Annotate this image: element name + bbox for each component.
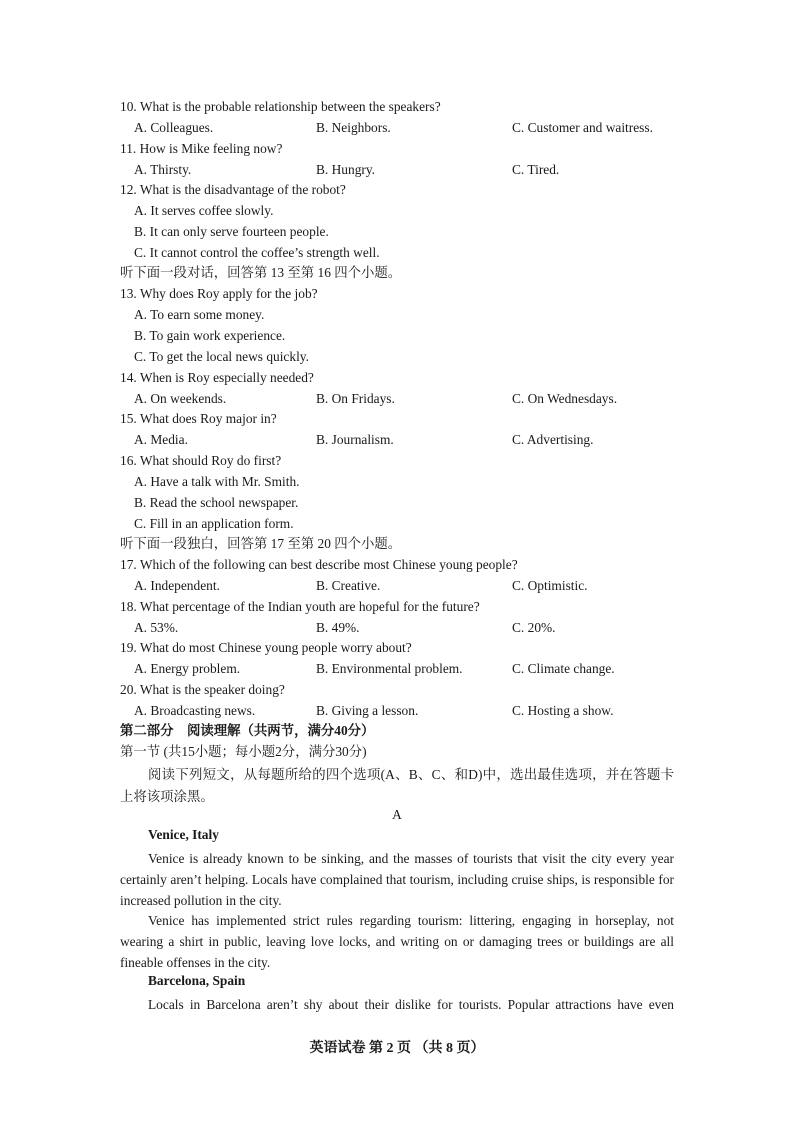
part2-title: 第二部分 阅读理解（共两节，满分40分）: [120, 723, 375, 738]
barcelona-heading: Barcelona, Spain: [148, 973, 246, 988]
question-13: 13. Why does Roy apply for the job?: [120, 286, 318, 301]
q15-option-b: B. Journalism.: [316, 432, 394, 447]
q19-option-b: B. Environmental problem.: [316, 661, 463, 676]
q15-option-c: C. Advertising.: [512, 432, 594, 447]
q13-option-c: C. To get the local news quickly.: [134, 349, 309, 364]
q20-option-a: A. Broadcasting news.: [134, 703, 256, 718]
question-20: 20. What is the speaker doing?: [120, 682, 285, 697]
question-16: 16. What should Roy do first?: [120, 453, 282, 468]
q18-option-a: A. 53%.: [134, 620, 179, 635]
q19-option-c: C. Climate change.: [512, 661, 615, 676]
question-17: 17. Which of the following can best describe most Chinese young people?: [120, 557, 518, 572]
q16-option-b: B. Read the school newspaper.: [134, 495, 299, 510]
q10-option-c: C. Customer and waitress.: [512, 120, 653, 135]
venice-paragraph-2: Venice has implemented strict rules regarding tourism: littering, engaging in horseplay, not wearing a shirt in public, leaving love locks, and writing on or damaging trees or buildings are all fineable offenses in the city.: [120, 913, 674, 970]
question-11: 11. How is Mike feeling now?: [120, 141, 283, 156]
q18-option-c: C. 20%.: [512, 620, 556, 635]
question-15: 15. What does Roy major in?: [120, 411, 277, 426]
q17-option-b: B. Creative.: [316, 578, 381, 593]
instruction-dialogue-13-16: 听下面一段对话，回答第 13 至第 16 四个小题。: [120, 265, 402, 280]
question-14: 14. When is Roy especially needed?: [120, 370, 314, 385]
q17-option-a: A. Independent.: [134, 578, 220, 593]
q11-option-c: C. Tired.: [512, 162, 560, 177]
passage-label: A: [392, 807, 402, 822]
q11-option-a: A. Thirsty.: [134, 162, 192, 177]
q17-option-c: C. Optimistic.: [512, 578, 588, 593]
q20-option-c: C. Hosting a show.: [512, 703, 614, 718]
page-footer: 英语试卷 第 2 页 （共 8 页）: [309, 1041, 485, 1056]
instruction-monologue-17-20: 听下面一段独白，回答第 17 至第 20 四个小题。: [120, 536, 402, 551]
q10-option-b: B. Neighbors.: [316, 120, 391, 135]
q16-option-c: C. Fill in an application form.: [134, 516, 294, 531]
q20-option-b: B. Giving a lesson.: [316, 703, 419, 718]
part2-directions: 阅读下列短文，从每题所给的四个选项(A、B、C、和D)中，选出最佳选项，并在答题卡上将该项涂黑。: [120, 767, 674, 804]
question-18: 18. What percentage of the Indian youth are hopeful for the future?: [120, 599, 480, 614]
q18-option-b: B. 49%.: [316, 620, 360, 635]
q12-option-c: C. It cannot control the coffee’s strength well.: [134, 245, 380, 260]
q15-option-a: A. Media.: [134, 432, 188, 447]
venice-paragraph-1: Venice is already known to be sinking, and the masses of tourists that visit the city every year certainly aren’t helping. Locals have complained that tourism, including cruise ships, is responsible for increased pollution in the city.: [120, 851, 674, 908]
q12-option-a: A. It serves coffee slowly.: [134, 203, 274, 218]
venice-heading: Venice, Italy: [148, 827, 219, 842]
q13-option-a: A. To earn some money.: [134, 307, 265, 322]
q19-option-a: A. Energy problem.: [134, 661, 241, 676]
q16-option-a: A. Have a talk with Mr. Smith.: [134, 474, 300, 489]
question-12: 12. What is the disadvantage of the robot?: [120, 182, 346, 197]
q14-option-b: B. On Fridays.: [316, 391, 395, 406]
question-19: 19. What do most Chinese young people worry about?: [120, 640, 412, 655]
q14-option-a: A. On weekends.: [134, 391, 227, 406]
q14-option-c: C. On Wednesdays.: [512, 391, 618, 406]
barcelona-paragraph-1: Locals in Barcelona aren’t shy about their dislike for tourists. Popular attractions have even: [148, 997, 674, 1012]
part2-section1-heading: 第一节 (共15小题；每小题2分，满分30分): [120, 744, 367, 759]
q13-option-b: B. To gain work experience.: [134, 328, 286, 343]
question-10: 10. What is the probable relationship between the speakers?: [120, 99, 441, 114]
q10-option-a: A. Colleagues.: [134, 120, 214, 135]
q12-option-b: B. It can only serve fourteen people.: [134, 224, 329, 239]
q11-option-b: B. Hungry.: [316, 162, 376, 177]
